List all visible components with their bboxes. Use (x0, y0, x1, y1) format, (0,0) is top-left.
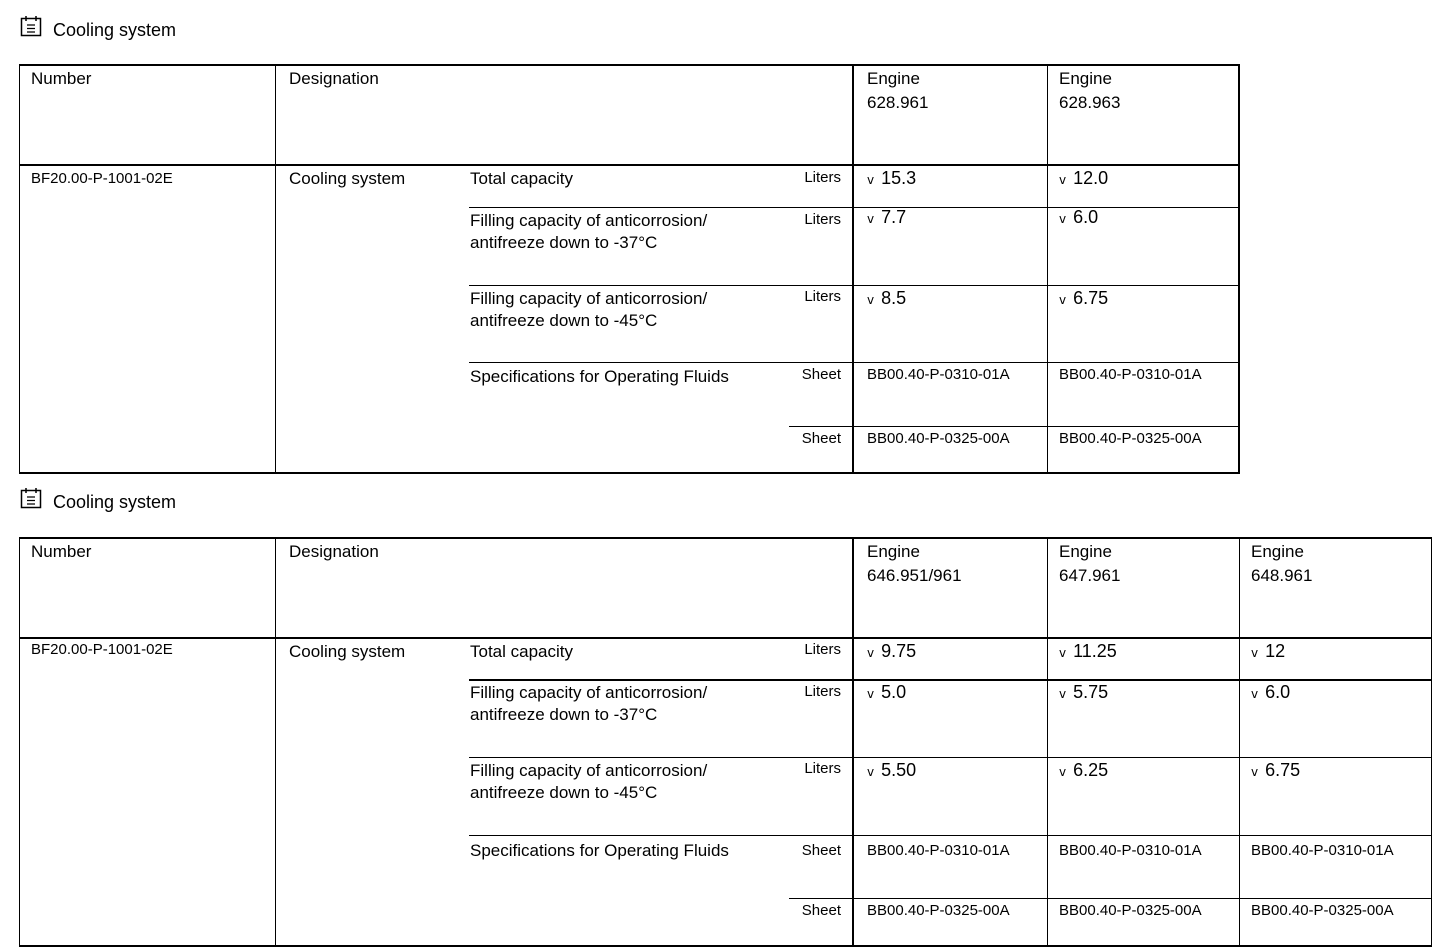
item-name: Specifications for Operating Fluids (470, 367, 729, 386)
section-title: Cooling system (53, 492, 177, 512)
value-cell: v 6.25 (1059, 760, 1109, 780)
value-cell: BB00.40-P-0310-01A (1251, 842, 1394, 859)
check-mark-icon: v (867, 687, 875, 701)
value-cell: BB00.40-P-0325-00A (1059, 430, 1202, 447)
item-name: Total capacity (470, 642, 573, 661)
value-cell: v 15.3 (867, 168, 917, 188)
item-name: Filling capacity of anticorrosion/ antifreeze down to -37°C (470, 211, 708, 252)
value-cell: v 7.7 (867, 207, 907, 227)
value-cell: BB00.40-P-0325-00A (1251, 902, 1394, 919)
value-cell: v 12 (1251, 641, 1286, 661)
value-cell: v 6.75 (1059, 288, 1109, 308)
header-engine: Engine 628.961 (867, 69, 929, 112)
check-mark-icon: v (867, 173, 875, 187)
value-cell: v 5.75 (1059, 682, 1109, 702)
value-cell: v 12.0 (1059, 168, 1109, 188)
value-cell: v 6.0 (1059, 207, 1099, 227)
document-list-icon (20, 487, 42, 509)
value-cell: BB00.40-P-0325-00A (867, 902, 1010, 919)
item-name: Filling capacity of anticorrosion/ antifreeze down to -45°C (470, 761, 708, 802)
header-engine: Engine 648.961 (1251, 542, 1313, 585)
check-mark-icon: v (1251, 687, 1259, 701)
value-cell: v 6.75 (1251, 760, 1301, 780)
header-engine: Engine 628.963 (1059, 69, 1121, 112)
header-number: Number (31, 69, 92, 88)
item-unit: Liters (804, 288, 841, 305)
item-unit: Liters (804, 683, 841, 700)
check-mark-icon: v (1059, 293, 1067, 307)
header-engine: Engine 647.961 (1059, 542, 1121, 585)
check-mark-icon: v (1059, 765, 1067, 779)
check-mark-icon: v (867, 212, 875, 226)
value-cell: BB00.40-P-0310-01A (1059, 842, 1202, 859)
check-mark-icon: v (1251, 646, 1259, 660)
item-unit: Sheet (801, 366, 841, 383)
check-mark-icon: v (867, 646, 875, 660)
value-cell: BB00.40-P-0325-00A (867, 430, 1010, 447)
value-cell: BB00.40-P-0325-00A (1059, 902, 1202, 919)
item-unit: Liters (804, 211, 841, 228)
item-name: Total capacity (470, 169, 573, 188)
value-cell: BB00.40-P-0310-01A (1059, 366, 1202, 383)
check-mark-icon: v (867, 293, 875, 307)
check-mark-icon: v (1059, 173, 1067, 187)
value-cell: v 11.25 (1059, 641, 1117, 661)
item-unit: Sheet (801, 842, 841, 859)
check-mark-icon: v (867, 765, 875, 779)
check-mark-icon: v (1059, 646, 1067, 660)
value-cell: v 9.75 (867, 641, 917, 661)
header-engine: Engine 646.951/961 (867, 542, 962, 585)
header-designation: Designation (289, 69, 379, 88)
value-cell: v 6.0 (1251, 682, 1291, 702)
value-cell: BB00.40-P-0310-01A (867, 366, 1010, 383)
item-unit: Liters (804, 760, 841, 777)
item-name: Filling capacity of anticorrosion/ antifreeze down to -45°C (470, 289, 708, 330)
value-cell: v 5.0 (867, 682, 907, 702)
row-number: BF20.00-P-1001-02E (31, 170, 173, 187)
header-designation: Designation (289, 542, 379, 561)
value-cell: v 8.5 (867, 288, 907, 308)
section-title: Cooling system (53, 20, 177, 40)
item-unit: Liters (804, 169, 841, 186)
item-unit: Liters (804, 641, 841, 658)
row-group: Cooling system (289, 169, 406, 188)
value-cell: v 5.50 (867, 760, 917, 780)
check-mark-icon: v (1059, 212, 1067, 226)
header-number: Number (31, 542, 92, 561)
check-mark-icon: v (1251, 765, 1259, 779)
item-unit: Sheet (801, 430, 841, 447)
document-list-icon (20, 15, 42, 37)
item-name: Specifications for Operating Fluids (470, 841, 729, 860)
row-number: BF20.00-P-1001-02E (31, 641, 173, 658)
check-mark-icon: v (1059, 687, 1067, 701)
item-name: Filling capacity of anticorrosion/ antifreeze down to -37°C (470, 683, 708, 724)
row-group: Cooling system (289, 642, 406, 661)
item-unit: Sheet (801, 902, 841, 919)
value-cell: BB00.40-P-0310-01A (867, 842, 1010, 859)
